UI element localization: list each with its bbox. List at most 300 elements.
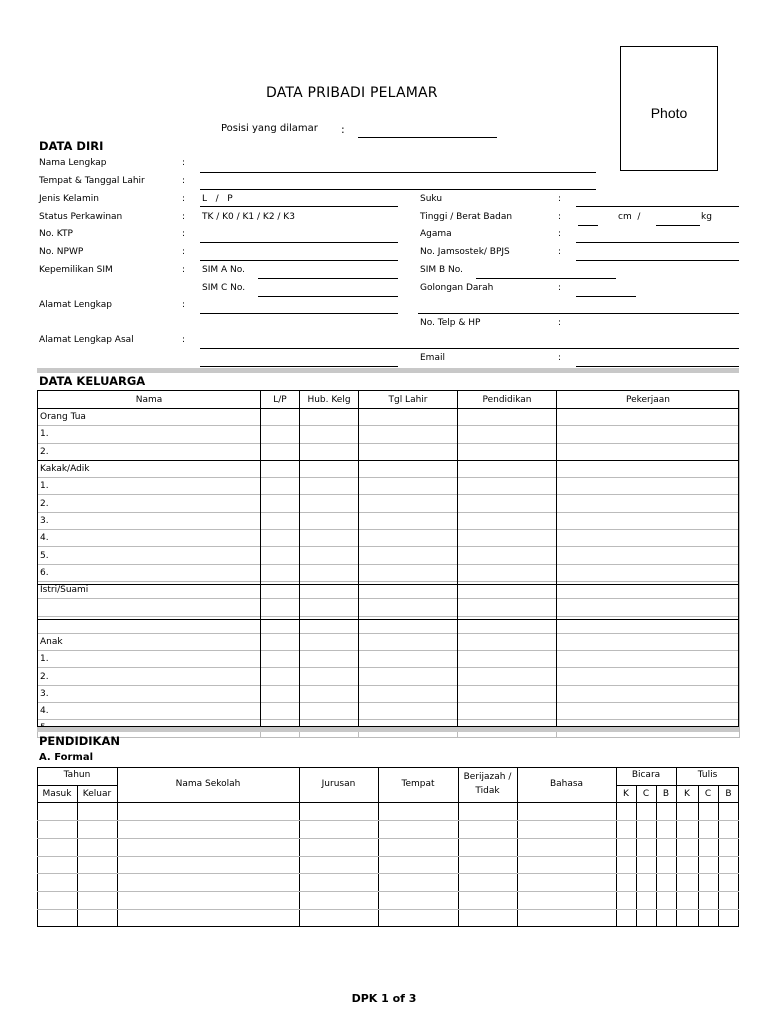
education-cell[interactable]: [718, 891, 739, 909]
family-cell[interactable]: [300, 495, 359, 512]
family-cell[interactable]: [557, 651, 740, 668]
telp-label: No. Telp & HP: [420, 318, 481, 328]
family-cell[interactable]: [261, 530, 300, 547]
education-cell[interactable]: [517, 802, 616, 820]
table-row: [38, 651, 740, 668]
family-cell[interactable]: [261, 668, 300, 685]
education-cell[interactable]: [517, 909, 616, 927]
posisi-label: Posisi yang dilamar: [221, 123, 318, 134]
colon: :: [182, 247, 186, 257]
colon: :: [558, 283, 562, 293]
family-cell[interactable]: [557, 530, 740, 547]
family-row-label[interactable]: 5.: [38, 547, 261, 564]
table-row: [38, 409, 740, 426]
email-field[interactable]: [576, 366, 739, 367]
family-group-rule: [37, 460, 739, 461]
education-cell[interactable]: [458, 802, 517, 820]
education-cell[interactable]: [77, 891, 117, 909]
photo-box[interactable]: [620, 46, 718, 171]
education-cell[interactable]: [698, 856, 718, 874]
education-cell[interactable]: [458, 838, 517, 856]
education-cell[interactable]: [636, 873, 656, 891]
data-diri-heading: DATA DIRI: [39, 139, 104, 153]
no-ktp-field[interactable]: [200, 242, 398, 243]
family-cell[interactable]: [261, 564, 300, 581]
family-cell[interactable]: [557, 478, 740, 495]
family-cell[interactable]: [359, 633, 458, 650]
family-cell[interactable]: [359, 460, 458, 477]
family-cell[interactable]: [557, 409, 740, 426]
masuk-label: Masuk: [42, 789, 72, 799]
education-cell[interactable]: [458, 873, 517, 891]
family-row-label[interactable]: 2.: [38, 668, 261, 685]
family-row-label[interactable]: 6.: [38, 564, 261, 581]
family-cell[interactable]: [261, 478, 300, 495]
tinggi-field[interactable]: [578, 225, 598, 226]
table-row: [38, 599, 740, 616]
colon: :: [558, 194, 562, 204]
family-cell[interactable]: [359, 530, 458, 547]
golongan-darah-field[interactable]: [576, 296, 636, 297]
alamat-asal-field-2[interactable]: [200, 366, 398, 367]
family-cell[interactable]: [300, 564, 359, 581]
bahasa-label: Bahasa: [549, 779, 584, 789]
family-cell[interactable]: [359, 564, 458, 581]
family-cell[interactable]: [261, 460, 300, 477]
family-col-rule: [358, 390, 359, 727]
nama-lengkap-label: Nama Lengkap: [39, 158, 107, 168]
education-cell[interactable]: [458, 820, 517, 838]
jamsostek-label: No. Jamsostek/ BPJS: [420, 247, 510, 257]
family-cell[interactable]: [557, 564, 740, 581]
family-cell[interactable]: [557, 685, 740, 702]
col-pekerjaan: Pekerjaan: [557, 391, 740, 409]
posisi-colon: :: [341, 123, 345, 136]
education-cell[interactable]: [636, 891, 656, 909]
col-pendidikan: Pendidikan: [458, 391, 557, 409]
agama-label: Agama: [420, 229, 452, 239]
tidak-label: Tidak: [475, 786, 500, 796]
table-row: [38, 703, 740, 720]
education-cell[interactable]: [517, 820, 616, 838]
education-cell[interactable]: [458, 891, 517, 909]
family-row-label[interactable]: 1.: [38, 651, 261, 668]
jurusan-label: Jurusan: [321, 779, 356, 789]
bahasa-level-rule: [616, 785, 739, 786]
education-cell[interactable]: [698, 820, 718, 838]
family-row-label[interactable]: Istri/Suami: [38, 581, 261, 598]
family-col-rule: [260, 390, 261, 727]
education-cell[interactable]: [616, 820, 636, 838]
sim-a-label: SIM A No.: [202, 265, 245, 275]
education-cell[interactable]: [698, 802, 718, 820]
family-cell[interactable]: [261, 651, 300, 668]
education-cell[interactable]: [616, 891, 636, 909]
section-separator: [37, 368, 739, 373]
family-cell[interactable]: [300, 530, 359, 547]
level-b: B: [662, 789, 670, 799]
education-cell[interactable]: [77, 820, 117, 838]
education-cell[interactable]: [458, 856, 517, 874]
family-cell[interactable]: [359, 478, 458, 495]
formal-subheading: A. Formal: [39, 752, 94, 763]
education-cell[interactable]: [718, 909, 739, 927]
family-cell[interactable]: [458, 599, 557, 616]
family-cell[interactable]: [300, 409, 359, 426]
family-cell[interactable]: [300, 478, 359, 495]
education-cell[interactable]: [656, 891, 676, 909]
family-cell[interactable]: [458, 633, 557, 650]
family-row-label[interactable]: [38, 599, 261, 616]
posisi-field[interactable]: [358, 137, 497, 138]
education-cell[interactable]: [636, 802, 656, 820]
education-cell[interactable]: [37, 891, 77, 909]
tempat-label: Tempat: [401, 779, 435, 789]
education-cell[interactable]: [117, 838, 299, 856]
sim-b-label: SIM B No.: [420, 265, 463, 275]
level-k: K: [684, 789, 690, 799]
sim-b-field[interactable]: [476, 278, 616, 279]
level-c: C: [704, 789, 712, 799]
education-cell[interactable]: [698, 891, 718, 909]
level-k: K: [623, 789, 629, 799]
section-separator: [37, 727, 739, 732]
family-cell[interactable]: [300, 599, 359, 616]
nama-lengkap-field[interactable]: [200, 172, 596, 173]
family-cell[interactable]: [359, 443, 458, 460]
colon: :: [182, 158, 186, 168]
family-cell[interactable]: [300, 443, 359, 460]
keluar-label: Keluar: [82, 789, 112, 799]
family-cell[interactable]: [300, 668, 359, 685]
jenis-kelamin-options[interactable]: L / P: [202, 194, 233, 204]
education-cell[interactable]: [718, 820, 739, 838]
tulis-label: Tulis: [697, 770, 718, 780]
colon: :: [182, 212, 186, 222]
level-c: C: [642, 789, 650, 799]
agama-field[interactable]: [576, 242, 739, 243]
tahun-label: Tahun: [63, 770, 91, 780]
family-row-label[interactable]: 3.: [38, 512, 261, 529]
education-cell[interactable]: [636, 820, 656, 838]
family-cell[interactable]: [458, 443, 557, 460]
education-cell[interactable]: [718, 856, 739, 874]
education-cell[interactable]: [117, 909, 299, 927]
family-cell[interactable]: [458, 478, 557, 495]
colon: :: [558, 318, 562, 328]
tinggi-berat-label: Tinggi / Berat Badan: [420, 212, 513, 222]
email-label: Email: [420, 353, 445, 363]
education-cell[interactable]: [616, 909, 636, 927]
sim-a-field[interactable]: [258, 278, 398, 279]
table-row: [38, 495, 740, 512]
education-cell[interactable]: [378, 856, 458, 874]
education-cell[interactable]: [517, 838, 616, 856]
education-cell[interactable]: [117, 802, 299, 820]
sim-c-label: SIM C No.: [202, 283, 246, 293]
family-row-label[interactable]: 4.: [38, 703, 261, 720]
education-cell[interactable]: [117, 873, 299, 891]
education-cell[interactable]: [676, 856, 698, 874]
bicara-label: Bicara: [631, 770, 661, 780]
family-cell[interactable]: [261, 599, 300, 616]
family-cell[interactable]: [300, 426, 359, 443]
family-row-label[interactable]: 4.: [38, 530, 261, 547]
education-cell[interactable]: [117, 820, 299, 838]
family-cell[interactable]: [261, 703, 300, 720]
family-group-rule: [37, 584, 739, 585]
suku-label: Suku: [420, 194, 443, 204]
education-cell[interactable]: [37, 802, 77, 820]
family-cell[interactable]: [557, 495, 740, 512]
family-cell[interactable]: [458, 564, 557, 581]
family-cell[interactable]: [557, 703, 740, 720]
status-options[interactable]: TK / K0 / K1 / K2 / K3: [202, 212, 295, 222]
family-cell[interactable]: [557, 443, 740, 460]
family-cell[interactable]: [359, 547, 458, 564]
family-cell[interactable]: [458, 409, 557, 426]
education-cell[interactable]: [656, 856, 676, 874]
family-cell[interactable]: [359, 409, 458, 426]
table-row: [38, 426, 740, 443]
education-cell[interactable]: [299, 909, 378, 927]
family-cell[interactable]: [261, 547, 300, 564]
education-cell[interactable]: [517, 891, 616, 909]
family-col-rule: [457, 390, 458, 727]
education-cell[interactable]: [676, 873, 698, 891]
family-cell[interactable]: [300, 633, 359, 650]
education-cell[interactable]: [299, 856, 378, 874]
education-cell[interactable]: [37, 856, 77, 874]
family-cell[interactable]: [458, 426, 557, 443]
table-row: [38, 512, 740, 529]
family-row-label[interactable]: Kakak/Adik: [38, 460, 261, 477]
family-cell[interactable]: [359, 668, 458, 685]
education-cell[interactable]: [458, 909, 517, 927]
family-cell[interactable]: [458, 547, 557, 564]
family-group-rule: [37, 619, 739, 620]
family-col-rule: [299, 390, 300, 727]
family-cell[interactable]: [261, 443, 300, 460]
education-cell[interactable]: [517, 873, 616, 891]
family-cell[interactable]: [300, 547, 359, 564]
sim-c-field[interactable]: [258, 296, 398, 297]
education-cell[interactable]: [77, 856, 117, 874]
colon: :: [558, 212, 562, 222]
family-cell[interactable]: [359, 512, 458, 529]
family-cell[interactable]: [300, 460, 359, 477]
family-cell[interactable]: [458, 668, 557, 685]
education-cell[interactable]: [37, 873, 77, 891]
education-cell[interactable]: [37, 909, 77, 927]
education-cell[interactable]: [299, 838, 378, 856]
family-cell[interactable]: [261, 685, 300, 702]
education-cell[interactable]: [656, 838, 676, 856]
colon: :: [182, 229, 186, 239]
family-cell[interactable]: [458, 512, 557, 529]
education-cell[interactable]: [656, 802, 676, 820]
jamsostek-field[interactable]: [576, 260, 739, 261]
family-row-label[interactable]: Orang Tua: [38, 409, 261, 426]
education-cell[interactable]: [299, 820, 378, 838]
education-cell[interactable]: [718, 802, 739, 820]
education-cell[interactable]: [77, 873, 117, 891]
col-lp: L/P: [261, 391, 300, 409]
family-row-label[interactable]: 1.: [38, 478, 261, 495]
table-row: [38, 564, 740, 581]
education-cell[interactable]: [676, 891, 698, 909]
education-cell[interactable]: [77, 909, 117, 927]
colon: :: [182, 176, 186, 186]
education-cell[interactable]: [718, 838, 739, 856]
education-cell[interactable]: [698, 838, 718, 856]
table-row: [38, 633, 740, 650]
alamat-asal-field[interactable]: [200, 348, 739, 349]
family-cell[interactable]: [359, 495, 458, 512]
family-row-label[interactable]: 1.: [38, 426, 261, 443]
alamat-asal-label: Alamat Lengkap Asal: [39, 335, 134, 345]
no-npwp-label: No. NPWP: [39, 247, 84, 257]
table-row: [38, 478, 740, 495]
education-cell[interactable]: [378, 873, 458, 891]
family-cell[interactable]: [557, 512, 740, 529]
colon: :: [182, 265, 186, 275]
education-cell[interactable]: [37, 820, 77, 838]
family-cell[interactable]: [557, 668, 740, 685]
family-row-label[interactable]: 2.: [38, 495, 261, 512]
education-cell[interactable]: [616, 856, 636, 874]
ttl-label: Tempat & Tanggal Lahir: [39, 176, 145, 186]
education-cell[interactable]: [656, 909, 676, 927]
col-hub-kelg: Hub. Kelg: [300, 391, 359, 409]
colon: :: [558, 229, 562, 239]
education-cell[interactable]: [616, 802, 636, 820]
family-cell[interactable]: [359, 651, 458, 668]
family-cell[interactable]: [300, 512, 359, 529]
education-cell[interactable]: [37, 838, 77, 856]
family-cell[interactable]: [557, 633, 740, 650]
family-cell[interactable]: [557, 426, 740, 443]
education-cell[interactable]: [378, 909, 458, 927]
education-cell[interactable]: [378, 802, 458, 820]
family-cell[interactable]: [359, 703, 458, 720]
berat-field[interactable]: [656, 225, 700, 226]
education-cell[interactable]: [636, 838, 656, 856]
family-cell[interactable]: [359, 685, 458, 702]
level-b: B: [725, 789, 732, 799]
family-cell[interactable]: [458, 495, 557, 512]
education-cell[interactable]: [676, 909, 698, 927]
cm-label: cm /: [618, 212, 641, 222]
family-row-label[interactable]: 2.: [38, 443, 261, 460]
education-cell[interactable]: [698, 873, 718, 891]
table-row: [38, 668, 740, 685]
education-cell[interactable]: [718, 873, 739, 891]
education-cell[interactable]: [636, 909, 656, 927]
page-footer: DPK 1 of 3: [351, 992, 417, 1005]
education-cell[interactable]: [676, 838, 698, 856]
photo-label: Photo: [650, 105, 688, 121]
education-cell[interactable]: [616, 838, 636, 856]
family-row-label[interactable]: 3.: [38, 685, 261, 702]
jenis-kelamin-field[interactable]: [200, 206, 398, 207]
family-cell[interactable]: [359, 426, 458, 443]
family-cell[interactable]: [261, 409, 300, 426]
education-cell[interactable]: [299, 891, 378, 909]
education-cell[interactable]: [378, 891, 458, 909]
family-cell[interactable]: [458, 460, 557, 477]
family-cell[interactable]: [557, 547, 740, 564]
education-cell[interactable]: [77, 802, 117, 820]
family-cell[interactable]: [458, 530, 557, 547]
family-cell[interactable]: [300, 685, 359, 702]
education-cell[interactable]: [117, 891, 299, 909]
education-cell[interactable]: [117, 856, 299, 874]
education-cell[interactable]: [517, 856, 616, 874]
family-header-rule: [37, 408, 739, 409]
family-cell[interactable]: [261, 512, 300, 529]
family-row-label[interactable]: Anak: [38, 633, 261, 650]
berijazah-label: Berijazah /: [463, 772, 512, 782]
education-cell[interactable]: [378, 838, 458, 856]
colon: :: [558, 247, 562, 257]
pendidikan-heading: PENDIDIKAN: [39, 734, 120, 748]
family-cell[interactable]: [261, 633, 300, 650]
telp-top-line: [418, 313, 739, 314]
family-cell[interactable]: [359, 599, 458, 616]
family-cell[interactable]: [458, 703, 557, 720]
no-npwp-field[interactable]: [200, 260, 398, 261]
table-row: [38, 530, 740, 547]
col-nama: Nama: [38, 391, 261, 409]
family-cell[interactable]: [557, 460, 740, 477]
family-cell[interactable]: [261, 426, 300, 443]
education-cell[interactable]: [676, 802, 698, 820]
colon: :: [558, 353, 562, 363]
table-row: [38, 443, 740, 460]
education-cell[interactable]: [378, 820, 458, 838]
table-row: [38, 547, 740, 564]
family-cell[interactable]: [458, 651, 557, 668]
colon: :: [182, 194, 186, 204]
no-ktp-label: No. KTP: [39, 229, 73, 239]
kepemilikan-sim-label: Kepemilikan SIM: [39, 265, 113, 275]
education-cell[interactable]: [616, 873, 636, 891]
education-cell[interactable]: [299, 802, 378, 820]
table-row: [38, 460, 740, 477]
data-keluarga-heading: DATA KELUARGA: [39, 374, 146, 388]
jenis-kelamin-label: Jenis Kelamin: [39, 194, 99, 204]
education-cell[interactable]: [698, 909, 718, 927]
education-cell[interactable]: [299, 873, 378, 891]
ttl-field[interactable]: [200, 189, 596, 190]
family-cell[interactable]: [300, 703, 359, 720]
education-cell[interactable]: [656, 873, 676, 891]
family-cell[interactable]: [300, 651, 359, 668]
suku-field[interactable]: [576, 206, 739, 207]
family-cell[interactable]: [458, 685, 557, 702]
education-cell[interactable]: [77, 838, 117, 856]
family-cell[interactable]: [557, 599, 740, 616]
page-title: DATA PRIBADI PELAMAR: [266, 85, 438, 101]
education-cell[interactable]: [676, 820, 698, 838]
family-cell[interactable]: [261, 495, 300, 512]
alamat-lengkap-field[interactable]: [200, 313, 398, 314]
education-cell[interactable]: [656, 820, 676, 838]
alamat-lengkap-label: Alamat Lengkap: [39, 300, 112, 310]
education-cell[interactable]: [636, 856, 656, 874]
col-tgl-lahir: Tgl Lahir: [359, 391, 458, 409]
